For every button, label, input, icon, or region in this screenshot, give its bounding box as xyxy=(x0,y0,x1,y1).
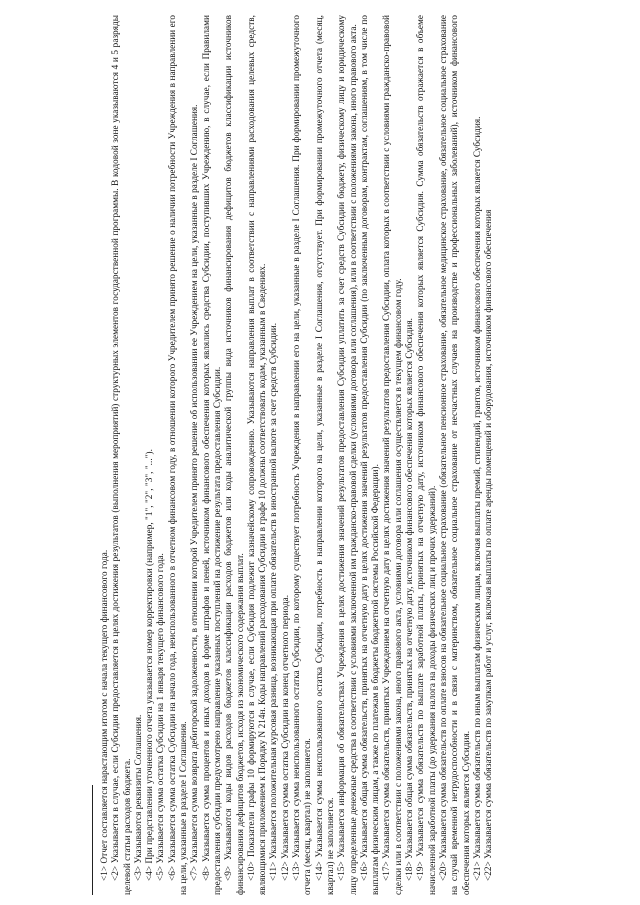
footnote-3: <3> Указываются реквизиты Соглашения. xyxy=(132,714,143,881)
footnote-16: <16> Указывается общая сумма обязательств, принятых на отчетную дату в целях достижения значений результатов предоставления Субсидии (по заключенным договорам, контрактам, соглашениям, в том числе по выплатам физическим лицам, а также по платежам в бюджеты бюджетной системы Российской Федерации). xyxy=(358,15,381,895)
footnote-22: <22> Указывается сумма обязательств по закупкам работ и услуг, включая выплаты по оплате аренды помещений и оборудования, источником финансового обеспечения xyxy=(483,209,494,881)
footnote-4: <4> При представлении уточненного отчета указывается номер корректировки (например, "1", "2", "3", "..."). xyxy=(144,449,155,881)
footnote-2: <2> Указывается в случае, если Субсидия предоставляется в целях достижения результатов (выполнения мероприятий) структурных элементов государственной программы. В кодовой зоне указываются 4 и 5 разряды целевой статьи расходов бюджета. xyxy=(110,15,132,895)
rotated-footnotes-block xyxy=(92,15,617,895)
footnote-separator xyxy=(92,785,93,895)
footnote-20: <20> Указывается сумма обязательств по оплате взносов на обязательное социальное страхование (обязательное пенсионное страхование, обязательное медицинское страхование, обязательное социальное страхование на случай временной нетрудоспособности и в связи с материнством, обязательное социальное страхование от несчастных случаев на производстве и профессиональных заболеваний), источником финансового обеспечения которых является Субсидия. xyxy=(437,15,471,895)
footnote-9: <9> Указываются коды видов расходов бюджетов классификации расходов бюджетов или коды аналитической группы вида источников финансирования дефицитов бюджетов классификации источников финансирования дефицитов бюджетов, исходя из экономического содержания выплат. xyxy=(223,15,245,895)
footnote-14: <14> Указывается сумма неиспользованного остатка Субсидии, потребность в направлении которого на цели, указанные в разделе I Соглашения, отсутствует. При формировании промежуточного отчета (месяц, квартал) не заполняется. xyxy=(313,15,335,895)
footnote-11: <11> Указывается положительная курсовая разница, возникающая при оплате обязательств в иностранной валюте за счет средств Субсидии. xyxy=(268,322,279,881)
footnote-5: <5> Указывается сумма остатка Субсидии на 1 января текущего финансового года. xyxy=(155,553,166,881)
footnote-1: <1> Отчет составляется нарастающим итогом с начала текущего финансового года. xyxy=(99,549,109,881)
footnote-18: <18> Указывается общая сумма обязательств, принятых на отчетную дату, источником финансового обеспечения которых является Субсидия. xyxy=(404,318,415,881)
footnote-12: <12> Указывается сумма остатка Субсидии на конец отчетного периода. xyxy=(279,594,290,881)
footnote-13: <13> Указывается сумма неиспользованного остатка Субсидии, по которому существует потребность Учреждения в направлении его на цели, указанные в разделе I Соглашения. При формировании промежуточного отчета (месяц, квартал) не заполняется. xyxy=(291,15,313,895)
footnote-19: <19> Указывается сумма обязательств по выплате заработной платы, принятых на отчетную дату, источником финансового обеспечения которых является Субсидия. Сумма обязательств отражается в объеме начисленной заработной платы (до удержания налога на доходы физических лиц и прочих удержаний). xyxy=(415,15,437,895)
footnote-6: <6> Указывается сумма остатка Субсидии на начало года, неиспользованного в отчетном финансовом году, в отношении которого Учредителем принято решение о наличии потребности Учреждения в направлении его на цели, указанные в разделе I Соглашения. xyxy=(166,15,189,895)
footnote-7: <7> Указывается сумма возврата дебиторской задолженности, в отношении которой Учредителем принято решение об использовании ее Учреждением на цели, указанные в разделе I Соглашения. xyxy=(189,104,200,881)
footnote-21: <21> Указывается сумма обязательств по иным выплатам физическим лицам, включая выплаты премий, стипендий, грантов, источником финансового обеспечения которых является Субсидия. xyxy=(471,116,482,881)
footnote-10: <10> Показатели графы 10 формируются в случае, если Субсидия подлежит казначейскому сопровождению. Указываются направления выплат в соответствии с направлениями расходования целевых средств, являющимися приложением к Порядку N 214н. Коды направлений расходования Субсидии в графе 10 должны соответствовать кодам, указанным в Сведениях. xyxy=(245,15,268,895)
footnote-8: <8> Указывается сумма процентов и иных доходов в форме штрафов и пеней, источником финансового обеспечения которых являлись средства Субсидии, поступивших Учреждению, в случае, если Правилами предоставления субсидии предусмотрено направление указанных поступлений на достижение результата предоставления Субсидии. xyxy=(200,15,222,895)
footnote-17: <17> Указывается сумма обязательств, принятых Учреждением на отчетную дату в целях достижения значений результатов предоставления Субсидии, оплата которых в соответствии с условиями гражданско-правовой сделки или в соответствии с положениями закона, иного правового акта, условиями договора или соглашения осуществляется в текущем финансовом году. xyxy=(381,15,403,895)
footnote-15: <15> Указывается информация об обязательствах Учреждения в целях достижения значений результатов предоставления Субсидии уплатить за счет средств Субсидии бюджету, физическому лицу и юридическому лицу определенные денежные средства в соответствии с условиями заключенной им гражданско-правовой сделки (условиями договора или соглашения), или в соответствии с положениями закона, иного правового акта. xyxy=(336,15,358,895)
